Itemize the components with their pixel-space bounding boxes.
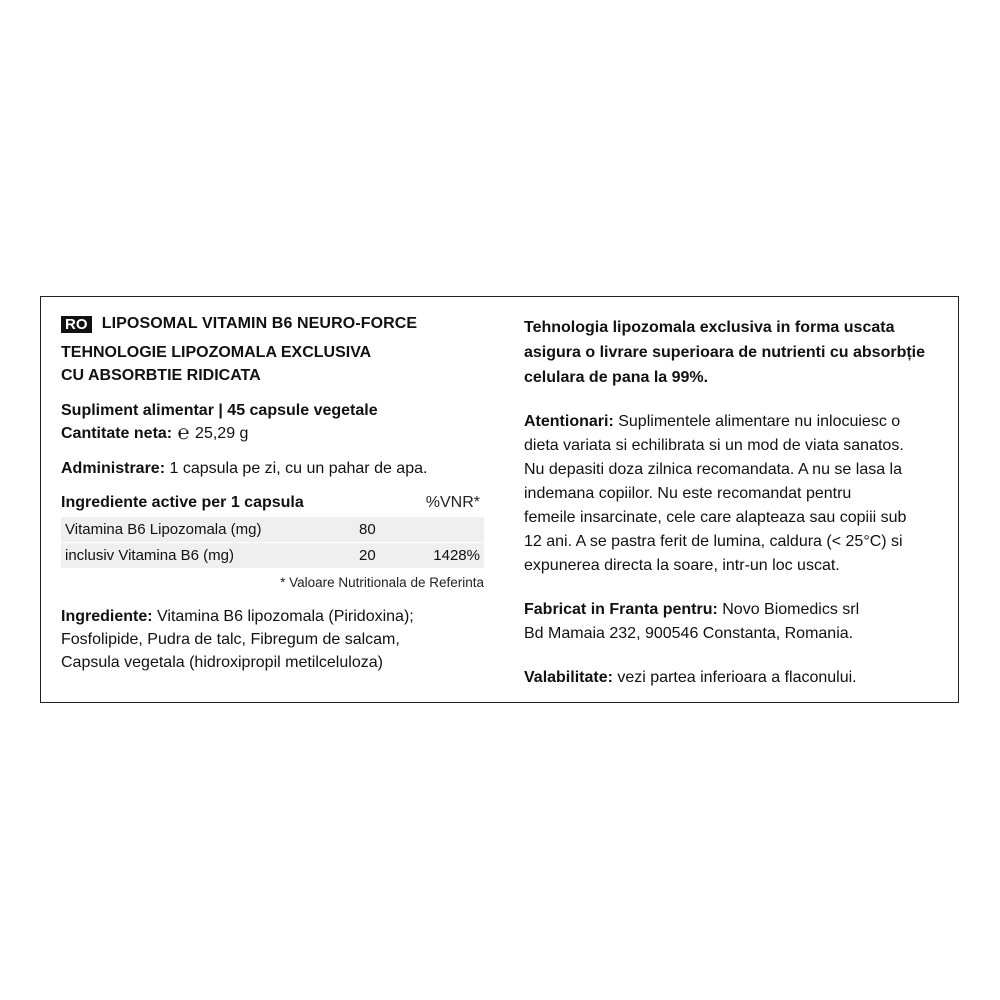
- net-quantity-value: 25,29 g: [195, 425, 249, 442]
- table-header: [61, 492, 484, 517]
- administration-line: [61, 457, 485, 480]
- net-quantity-line: [61, 422, 485, 445]
- warnings-line-3: Nu depasiti doza zilnica recomandata. A nu se lasa la: [524, 461, 903, 478]
- intro-line-1: Tehnologia lipozomala exclusiva in forma uscata: [524, 319, 895, 336]
- subtitle-line-2: CU ABSORBTIE RIDICATA: [61, 367, 261, 384]
- table-cell-vnr: 1428%: [433, 547, 480, 564]
- ingredients-label: Ingrediente:: [61, 608, 153, 625]
- product-title-row: [61, 315, 485, 333]
- manufacturer-label: Fabricat in Franta pentru:: [524, 601, 718, 618]
- product-label: [40, 296, 959, 703]
- manufacturer-line-1: [524, 598, 944, 622]
- warnings-line-6: 12 ani. A se pastra ferit de lumina, caldura (< 25°C) si: [524, 533, 903, 550]
- table-row: [61, 543, 484, 569]
- warnings-text-1: Suplimentele alimentare nu inlocuiesc o: [618, 413, 901, 430]
- language-badge: RO: [61, 316, 92, 333]
- intro-line-2: asigura o livrare superioara de nutrienti cu absorbție: [524, 344, 926, 361]
- administration-label: Administrare:: [61, 460, 166, 477]
- product-name: LIPOSOMAL VITAMIN B6 NEURO-FORCE: [101, 315, 418, 332]
- validity-text: vezi partea inferioara a flaconului.: [617, 669, 857, 686]
- warnings-line-5: femeile insarcinate, cele care alapteaza sau copiii sub: [524, 509, 907, 526]
- active-ingredients-table: [61, 492, 484, 593]
- ingredients-block: [61, 605, 485, 674]
- technology-intro: [524, 315, 944, 390]
- subtitle-line-1: TEHNOLOGIE LIPOZOMALA EXCLUSIVA: [61, 344, 372, 361]
- validity-block: [524, 666, 944, 690]
- table-cell-name: Vitamina B6 Lipozomala (mg): [65, 521, 262, 538]
- validity-label: Valabilitate:: [524, 669, 613, 686]
- warnings-line-1: [524, 410, 944, 434]
- warnings-label: Atentionari:: [524, 413, 614, 430]
- table-row: [61, 517, 484, 543]
- supplement-info: [61, 399, 485, 445]
- label-left-column: [61, 315, 485, 674]
- manufacturer-name: Novo Biomedics srl: [722, 601, 860, 618]
- net-quantity-label: Cantitate neta:: [61, 425, 173, 442]
- product-subtitle: [61, 341, 485, 387]
- supplement-line: Supliment alimentar | 45 capsule vegetale: [61, 402, 378, 419]
- table-footnote: * Valoare Nutritionala de Referinta: [280, 575, 484, 590]
- ingredients-line-2: Fosfolipide, Pudra de talc, Fibregum de salcam,: [61, 631, 400, 648]
- table-header-label: Ingrediente active per 1 capsula: [61, 494, 304, 511]
- manufacturer-address: Bd Mamaia 232, 900546 Constanta, Romania.: [524, 625, 854, 642]
- table-cell-amount: 20: [359, 547, 376, 564]
- ingredients-text-1: Vitamina B6 lipozomala (Piridoxina);: [157, 608, 414, 625]
- table-header-vnr: %VNR*: [425, 494, 480, 511]
- administration-text: 1 capsula pe zi, cu un pahar de apa.: [169, 460, 428, 477]
- label-right-column: [524, 315, 944, 690]
- ingredients-line-3: Capsula vegetala (hidroxipropil metilceluloza): [61, 654, 383, 671]
- intro-line-3: celulara de pana la 99%.: [524, 369, 709, 386]
- table-cell-name: inclusiv Vitamina B6 (mg): [65, 547, 234, 564]
- ingredients-line-1: [61, 605, 485, 628]
- estimated-sign-icon: ℮: [177, 422, 190, 444]
- manufacturer-block: [524, 598, 944, 646]
- table-cell-amount: 80: [359, 521, 376, 538]
- warnings-line-4: indemana copiilor. Nu este recomandat pentru: [524, 485, 852, 502]
- warnings-line-7: expunerea directa la soare, intr-un loc uscat.: [524, 557, 840, 574]
- warnings-line-2: dieta variata si echilibrata si un mod de viata sanatos.: [524, 437, 904, 454]
- warnings-block: [524, 410, 944, 578]
